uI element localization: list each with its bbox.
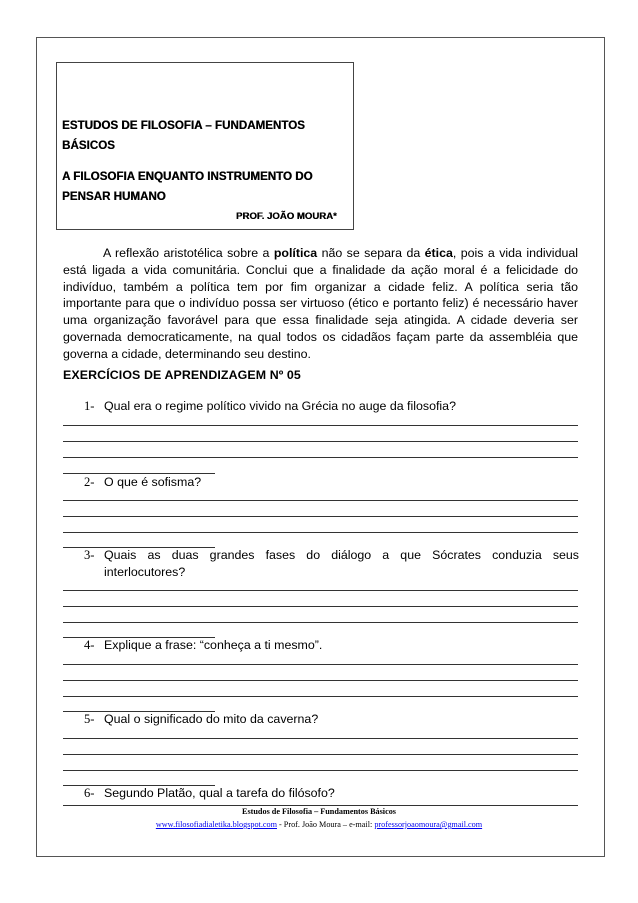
paragraph-bold-etica: ética [424,246,453,260]
question-number: 1- [84,399,95,413]
footer-title: Estudos de Filosofia – Fundamentos Básicos [242,807,396,816]
paragraph-text-1: A reflexão aristotélica sobre a [103,246,274,260]
email-link[interactable]: professorjoaomoura@gmail.com [374,820,483,829]
answer-line[interactable] [63,770,578,771]
answer-line[interactable] [63,738,578,739]
paragraph-bold-politica: política [273,246,318,260]
question-5 [63,711,579,728]
footer-divider [63,805,578,806]
paragraph-text-2: não se separa da [317,246,425,260]
question-1 [63,398,579,415]
answer-line[interactable] [63,457,578,458]
question-number: 2- [84,475,95,489]
answer-line[interactable] [63,754,578,755]
question-6 [63,785,579,802]
answer-line[interactable] [63,680,578,681]
question-text: Segundo Platão, qual a tarefa do filósofo? [104,786,335,800]
answer-line[interactable] [63,441,578,442]
question-text: Quais as duas grandes fases do diálogo a que Sócrates conduzia seus interlocutores? [104,548,579,579]
question-4 [63,637,579,654]
answer-line[interactable] [63,500,578,501]
blog-link[interactable]: www.filosofiadialetika.blogspot.com [155,820,277,829]
footer-contact [0,820,638,829]
exercises-heading: EXERCÍCIOS DE APRENDIZAGEM Nº 05 [63,368,301,382]
author-name: PROF. JOÃO MOURA* [236,211,337,222]
document-subtitle: A FILOSOFIA ENQUANTO INSTRUMENTO DO PENSAR HUMANO [62,170,313,203]
document-title: ESTUDOS DE FILOSOFIA – FUNDAMENTOS BÁSICOS [62,119,305,152]
answer-line[interactable] [63,425,578,426]
question-2 [63,474,579,491]
question-number: 3- [84,548,95,562]
answer-line[interactable] [63,532,578,533]
question-text: Qual era o regime político vivido na Grécia no auge da filosofia? [104,399,456,413]
answer-line[interactable] [63,696,578,697]
question-number: 5- [84,712,95,726]
answer-line[interactable] [63,516,578,517]
answer-line[interactable] [63,664,578,665]
intro-paragraph [63,245,578,363]
question-text: Qual o significado do mito da caverna? [104,712,319,726]
question-number: 4- [84,638,95,652]
question-text: O que é sofisma? [104,475,202,489]
question-text: Explique a frase: “conheça a ti mesmo”. [104,638,323,652]
question-3 [63,547,579,580]
paragraph-text-3: , pois a vida individual está ligada a vida comunitária. Conclui que a finalidade da ação moral é a felicidade do indivíduo, também a política tem por fim organizar a cidade feliz. A política seria tão importante para que o indivíduo possa ser virtuoso (ético e portanto feliz) é necessário haver uma organização favorável para que essa finalidade seja atingida. A cidade deveria ser governada democraticamente, na qual todos os cidadãos façam parte da assembléia que governa a cidade, determinando seu destino. [63,246,578,361]
answer-line[interactable] [63,590,578,591]
answer-line[interactable] [63,606,578,607]
question-number: 6- [84,786,95,800]
footer-author-text: - Prof. João Moura – e-mail: [276,820,375,829]
answer-line[interactable] [63,622,578,623]
